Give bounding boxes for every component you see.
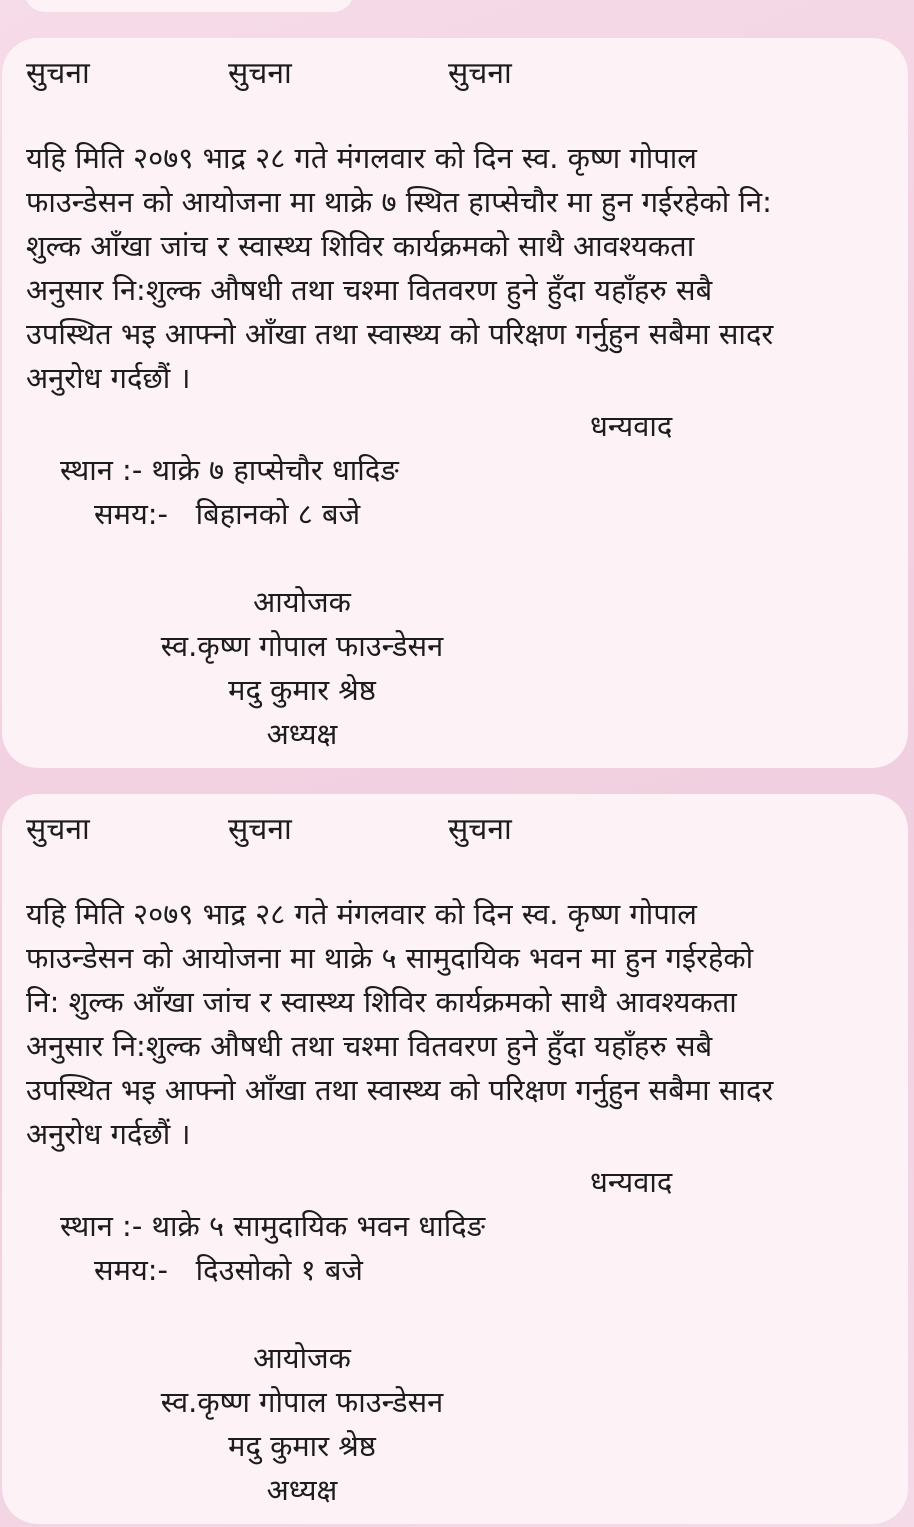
time-line: समय:- बिहानको ८ बजे <box>94 497 361 531</box>
organizer-label: आयोजक <box>253 585 351 619</box>
person-title: अध्यक्ष <box>266 717 338 751</box>
notice-heading: सुचना <box>26 56 90 91</box>
time-line: समय:- दिउसोको १ बजे <box>94 1253 363 1287</box>
notice-body: यहि मिति २०७९ भाद्र २८ गते मंगलवार को दिन स्व. कृष्ण गोपाल फाउन्डेसन को आयोजना मा थाक्रे ५ सामुदायिक भवन मा हुन गईरहेको नि: शुल्क आँखा जांच र स्वास्थ्य शिविर कार्यक्रमको साथै आवश्यकता अनुसार नि:शुल्क औषधी तथा चश्मा वितवरण हुने हुँदा यहाँहरु सबै उपस्थित भइ आफ्नो आँखा तथा स्वास्थ्य को परिक्षण गर्नुहुन सबैमा सादर अनुरोध गर्दछौं । <box>26 897 774 1151</box>
organizer-label: आयोजक <box>253 1341 351 1375</box>
notice-heading-row <box>2 808 908 852</box>
notice-heading: सुचना <box>448 812 512 847</box>
notice-heading: सुचना <box>448 56 512 91</box>
message-bubble[interactable] <box>2 38 908 768</box>
organizer-name: स्व.कृष्ण गोपाल फाउन्डेसन <box>160 1385 444 1419</box>
thanks-text: धन्यवाद <box>590 1165 673 1199</box>
venue-line: स्थान :- थाक्रे ५ सामुदायिक भवन धादिङ <box>60 1209 486 1243</box>
notice-heading-row <box>2 52 908 96</box>
person-name: मदु कुमार श्रेष्ठ <box>228 673 376 707</box>
notice-heading: सुचना <box>228 56 292 91</box>
venue-line: स्थान :- थाक्रे ७ हाप्सेचौर धादिङ <box>60 453 399 487</box>
organizer-name: स्व.कृष्ण गोपाल फाउन्डेसन <box>160 629 444 663</box>
notice-heading: सुचना <box>26 812 90 847</box>
notice-body: यहि मिति २०७९ भाद्र २८ गते मंगलवार को दिन स्व. कृष्ण गोपाल फाउन्डेसन को आयोजना मा थाक्रे ७ स्थित हाप्सेचौर मा हुन गईरहेको नि: शुल्क आँखा जांच र स्वास्थ्य शिविर कार्यक्रमको साथै आवश्यकता अनुसार नि:शुल्क औषधी तथा चश्मा वितवरण हुने हुँदा यहाँहरु सबै उपस्थित भइ आफ्नो आँखा तथा स्वास्थ्य को परिक्षण गर्नुहुन सबैमा सादर अनुरोध गर्दछौं । <box>26 141 774 395</box>
person-title: अध्यक्ष <box>266 1473 338 1507</box>
person-name: मदु कुमार श्रेष्ठ <box>228 1429 376 1463</box>
previous-message-bubble[interactable] <box>24 0 354 12</box>
notice-heading: सुचना <box>228 812 292 847</box>
thanks-text: धन्यवाद <box>590 409 673 443</box>
message-bubble[interactable] <box>2 794 908 1524</box>
